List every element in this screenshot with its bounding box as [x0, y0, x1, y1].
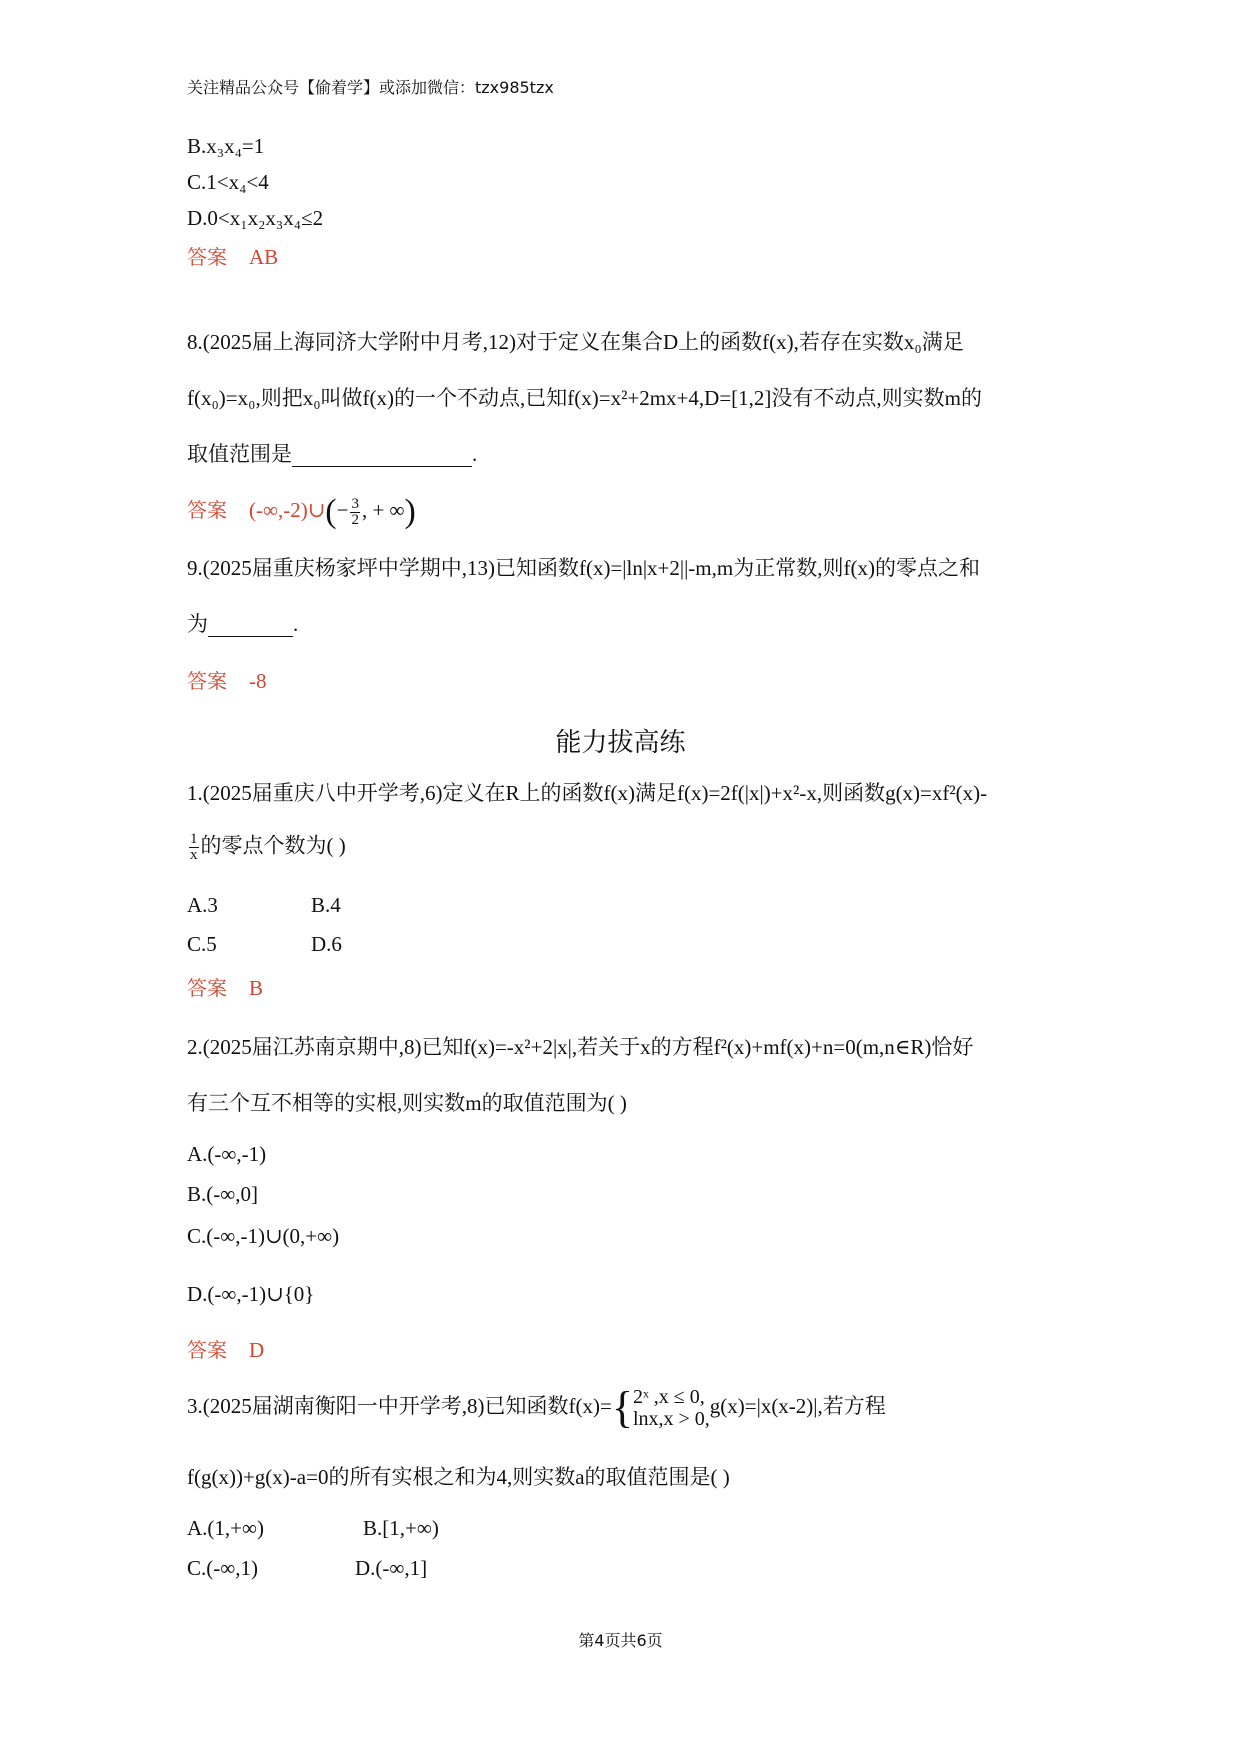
answer-part1: (-∞,-2)∪	[249, 498, 326, 523]
option-d: D.0<x₁x₂x₃x₄≤2	[187, 206, 324, 230]
p3-line2: f(g(x))+g(x)-a=0的所有实根之和为4,则实数a的取值范围是( )	[187, 1465, 730, 1489]
period: .	[293, 612, 299, 636]
p3-line1-post: g(x)=|x(x-2)|,若方程	[709, 1393, 886, 1418]
answer-value: -8	[249, 669, 267, 693]
p1-options-row2	[187, 932, 342, 957]
answer-label: 答案	[187, 1338, 227, 1362]
answer-value: B	[249, 976, 264, 1000]
frac-num: 1	[190, 831, 198, 847]
option-c: C.1<x₄<4	[187, 170, 269, 194]
brace: {	[611, 1383, 633, 1432]
option-a: A.(-∞,-1)	[187, 1142, 267, 1166]
period: .	[472, 442, 478, 466]
answer-label: 答案	[187, 498, 227, 523]
p1-answer	[187, 976, 263, 1001]
piecewise-function	[611, 1383, 710, 1432]
option-c: C.(-∞,1)	[187, 1556, 258, 1580]
section-title: 能力拔高练	[555, 728, 686, 758]
option-d: D.6	[311, 932, 342, 956]
q8-line1: 8.(2025届上海同济大学附中月考,12)对于定义在集合D上的函数f(x),若存在实数x₀满足	[187, 330, 964, 354]
watermark-header: 关注精品公众号【偷着学】或添加微信：tzx985tzx	[187, 78, 554, 97]
answer-label: 答案	[187, 669, 227, 693]
q9-line1: 9.(2025届重庆杨家坪中学期中,13)已知函数f(x)=|ln|x+2||-m,m为正常数,则f(x)的零点之和	[187, 556, 980, 580]
minus-sign: −	[336, 498, 349, 523]
frac-num: 3	[351, 495, 359, 512]
option-a: A.3	[187, 893, 218, 917]
option-b: B.4	[311, 893, 341, 917]
option-c: C.(-∞,-1)∪(0,+∞)	[187, 1224, 340, 1248]
answer-value: AB	[249, 245, 279, 269]
option-a: A.(1,+∞)	[187, 1516, 264, 1540]
q8-line2: f(x₀)=x₀,则把x₀叫做f(x)的一个不动点,已知f(x)=x²+2mx+4,D=[1,2]没有不动点,则实数m的	[187, 386, 982, 410]
q8-line3-text: 取值范围是	[187, 442, 292, 466]
p3-options-row1	[187, 1516, 439, 1541]
case-1: 2ˣ ,x ≤ 0,	[632, 1386, 705, 1408]
option-d: D.(-∞,-1)∪{0}	[187, 1282, 315, 1306]
p1-options-row1	[187, 893, 341, 918]
case-2: lnx,x > 0,	[632, 1408, 710, 1430]
option-b: B.[1,+∞)	[363, 1516, 439, 1540]
answer-blank	[208, 616, 293, 637]
answer-part2: , + ∞	[361, 498, 405, 523]
frac-den: 2	[351, 511, 359, 528]
fraction-one-over-x	[189, 832, 199, 863]
p2-line1: 2.(2025届江苏南京期中,8)已知f(x)=-x²+2|x|,若关于x的方程f²(x)+mf(x)+n=0(m,n∈R)恰好	[187, 1035, 974, 1059]
option-b: B.(-∞,0]	[187, 1182, 258, 1206]
cases	[633, 1386, 710, 1430]
paren-close: )	[404, 493, 416, 530]
answer-blank	[292, 446, 472, 467]
p3-line1-pre: 3.(2025届湖南衡阳一中开学考,8)已知函数f(x)=	[187, 1393, 612, 1418]
p2-answer	[187, 1338, 264, 1363]
p1-line1: 1.(2025届重庆八中开学考,6)定义在R上的函数f(x)满足f(x)=2f(|x|)+x²-x,则函数g(x)=xf²(x)-	[187, 781, 988, 805]
paren-open: (	[325, 493, 337, 530]
answer-value: D	[249, 1338, 265, 1362]
option-b: B.x₃x₄=1	[187, 134, 265, 158]
frac-den: x	[190, 847, 198, 863]
p3-options-row2	[187, 1556, 427, 1581]
answer-label: 答案	[187, 245, 227, 269]
q8-line3	[187, 442, 477, 467]
option-c: C.5	[187, 932, 217, 956]
q9-line2-text: 为	[187, 612, 208, 636]
p1-line2	[187, 832, 346, 863]
q9-answer	[187, 669, 267, 694]
q8-answer	[187, 492, 416, 533]
p2-line2: 有三个互不相等的实根,则实数m的取值范围为( )	[187, 1091, 627, 1115]
page-number: 第4页共6页	[578, 1631, 663, 1650]
answer-prev	[187, 245, 278, 270]
answer-label: 答案	[187, 976, 227, 1000]
option-d: D.(-∞,1]	[355, 1556, 428, 1580]
q9-line2	[187, 612, 298, 637]
p3-line1	[187, 1383, 886, 1432]
p1-line2-text: 的零点个数为( )	[200, 833, 346, 858]
fraction	[350, 497, 360, 528]
